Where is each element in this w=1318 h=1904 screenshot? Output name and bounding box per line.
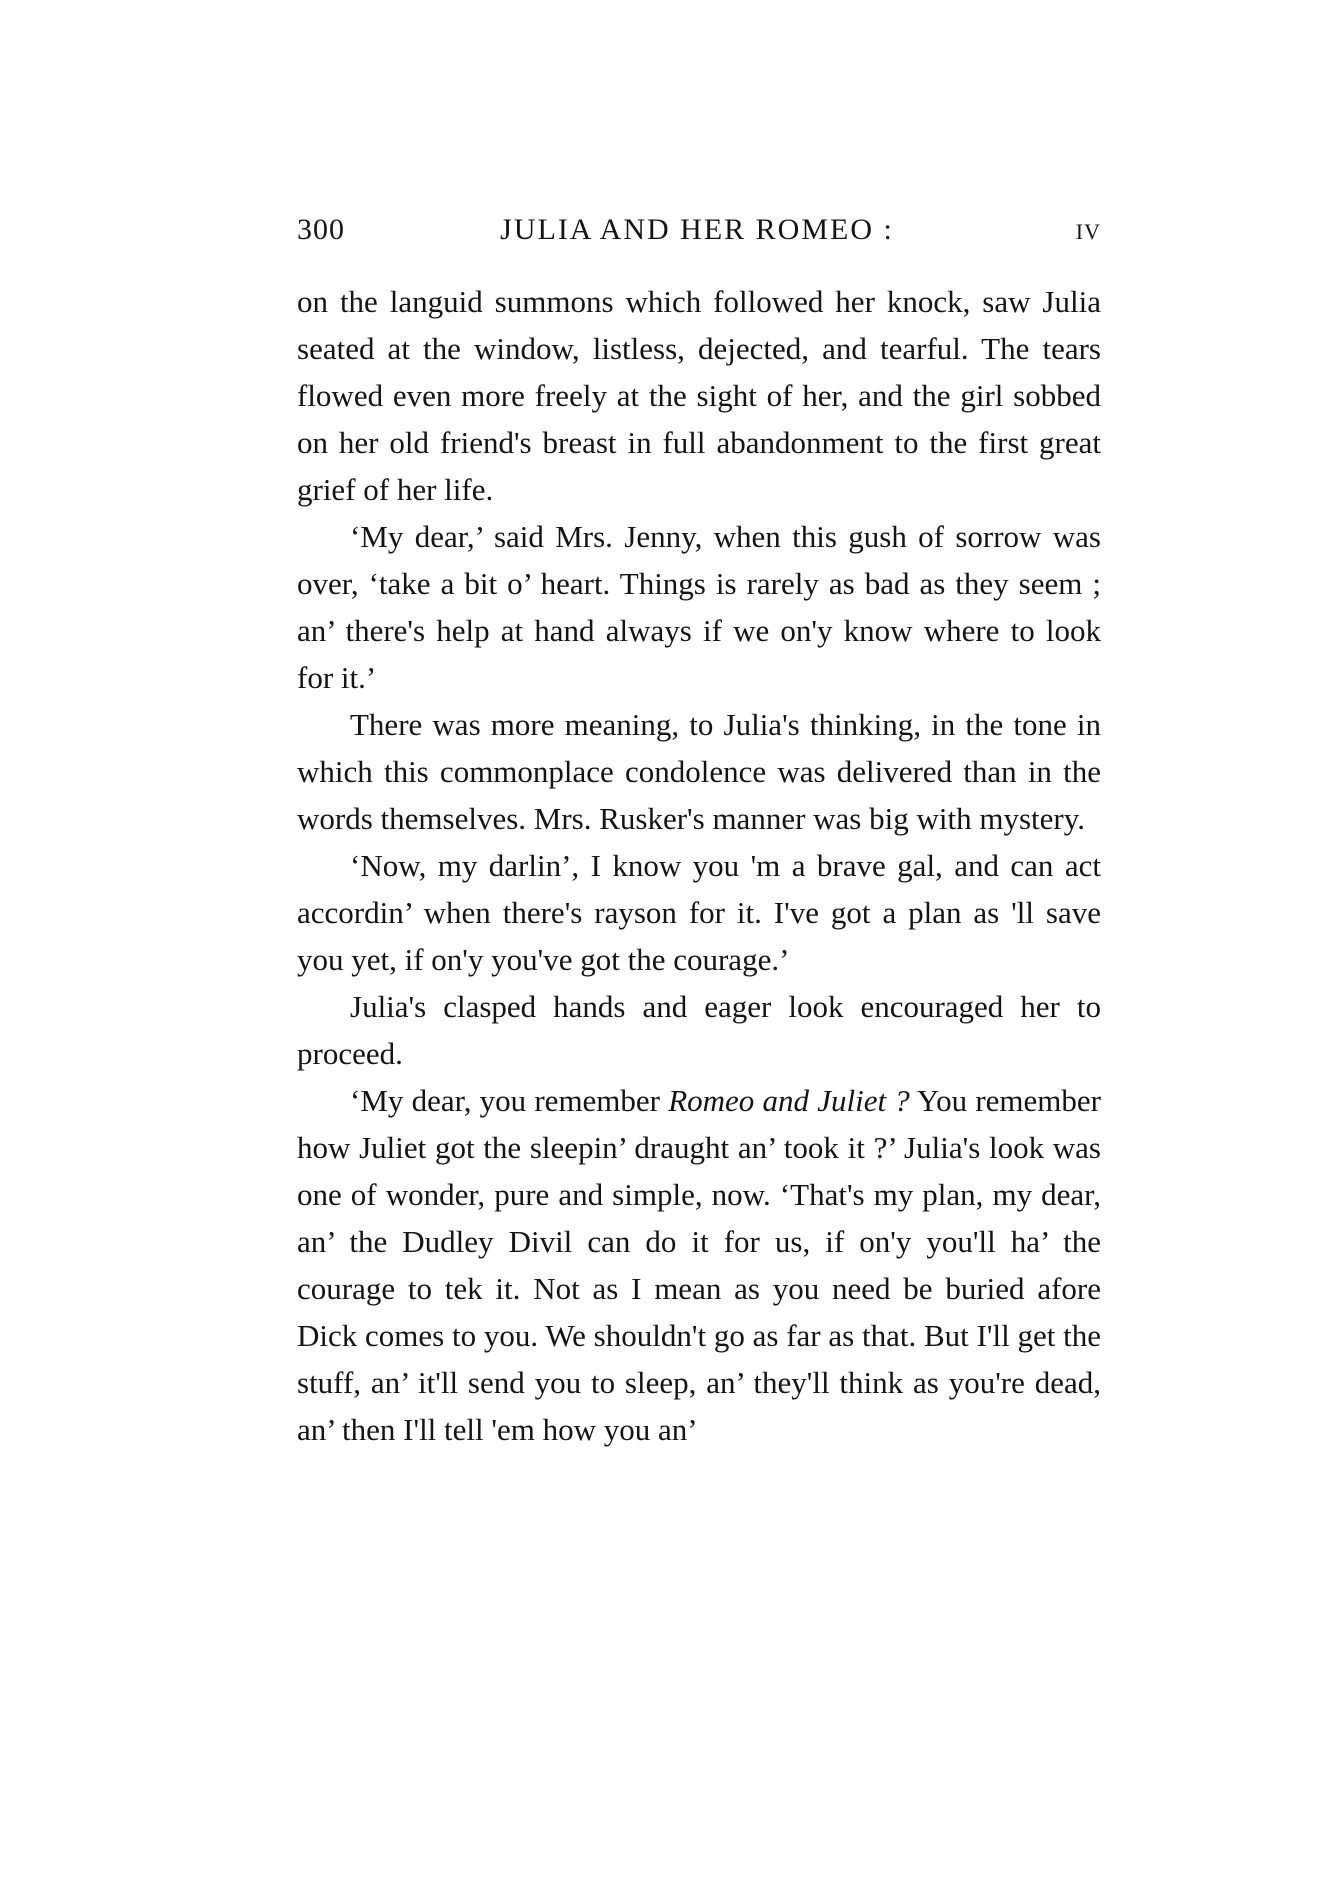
running-title: JULIA AND HER ROMEO : <box>500 213 894 246</box>
paragraph-4: ‘Now, my darlin’, I know you 'm a brave gal, and can act accordin’ when there's rayson for it. I've got a plan as 'll save you yet, if on'y you've got the courage.’ <box>297 848 1101 977</box>
paragraph-3: There was more meaning, to Julia's thinking, in the tone in which this commonplace condolence was delivered than in the words themselves. Mrs. Rusker's manner was big with mystery. <box>297 707 1101 836</box>
paragraph-6-start: ‘My dear, you remember <box>350 1083 669 1118</box>
paragraph-2: ‘My dear,’ said Mrs. Jenny, when this gush of sorrow was over, ‘take a bit o’ heart. Things is rarely as bad as they seem ; an’ there's help at hand always if we on'y know where to look for it.’ <box>297 519 1101 695</box>
paragraph-5: Julia's clasped hands and eager look encouraged her to proceed. <box>297 989 1101 1071</box>
running-head <box>297 213 1101 257</box>
paragraph-1: on the languid summons which followed her knock, saw Julia seated at the window, listless, dejected, and tearful. The tears flowed even more freely at the sight of her, and the girl sobbed on her old friend's breast in full abandonment to the first great grief of her life. <box>297 284 1101 507</box>
page-number: 300 <box>297 213 345 246</box>
body-text <box>297 278 1101 1453</box>
paragraph-6-end: You remember how Juliet got the sleepin’ draught an’ took it ?’ Julia's look was one of wonder, pure and simple, now. ‘That's my plan, my dear, an’ the Dudley Divil can do it for us, if on'y you'll ha’ the courage to tek it. Not as I mean as you need be buried afore Dick comes to you. We shouldn't go as far as that. But I'll get the stuff, an’ it'll send you to sleep, an’ they'll think as you're dead, an’ then I'll tell 'em how you an’ <box>297 1083 1101 1447</box>
paragraph-6 <box>297 1077 1101 1453</box>
play-title-italic: Romeo and Juliet ? <box>668 1083 910 1118</box>
chapter-numeral: IV <box>1075 219 1101 244</box>
